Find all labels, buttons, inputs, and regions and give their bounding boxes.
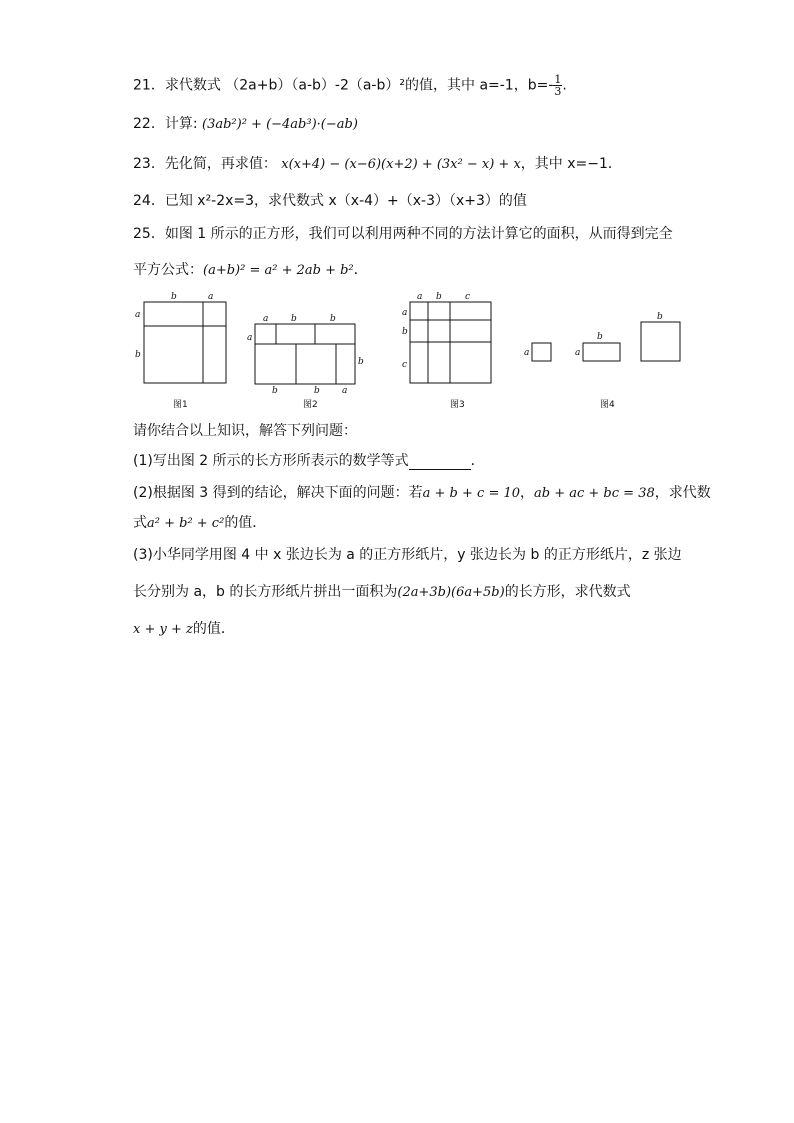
fig1-label: b — [171, 292, 177, 302]
fig3-label: b — [436, 292, 442, 302]
area-expression: (2a+3b)(6a+5b) — [397, 585, 505, 600]
fig4-rectangle — [583, 343, 620, 361]
fig1-label: a — [135, 310, 141, 320]
math-expression: (3ab²)² + (−4ab³)·(−ab) — [202, 117, 358, 132]
fraction-denominator: 3 — [554, 85, 562, 98]
condition-expression: ab + ac + bc = 38 — [534, 486, 655, 501]
question-25-part1 — [133, 452, 485, 470]
question-end: . — [562, 77, 567, 94]
question-23 — [133, 155, 622, 174]
question-number: 22． — [133, 116, 165, 132]
figure-1 — [135, 292, 226, 410]
fig4-label: a — [575, 348, 581, 358]
fig3-label: c — [465, 292, 471, 302]
part-text: (1)写出图 2 所示的长方形所表示的数学等式 — [133, 453, 409, 469]
fig1-label: a — [208, 292, 214, 302]
question-25-part3-line1 — [133, 546, 682, 564]
fig3-caption: 图3 — [450, 400, 465, 410]
fig3-label: a — [417, 292, 423, 302]
question-number: 21． — [133, 77, 165, 94]
question-tail: ，其中 x=−1． — [520, 156, 622, 172]
answer-blank — [409, 455, 471, 470]
fig3-label: b — [402, 327, 408, 337]
part-text: (3)小华同学用图 4 中 x 张边长为 a 的正方形纸片，y 张边长为 b 的正方形纸片，z 张边 — [133, 547, 682, 563]
figures-row — [0, 285, 794, 415]
part-end: ． — [470, 453, 485, 469]
part-text: 长分别为 a，b 的长方形纸片拼出一面积为 — [133, 584, 398, 600]
fig4-label: b — [657, 312, 663, 322]
target-expression: x + y + z — [133, 622, 193, 637]
line-end: ． — [353, 262, 368, 278]
fig2-label: b — [330, 314, 336, 324]
fig2-label: b — [314, 386, 320, 396]
fig4-caption: 图4 — [600, 400, 615, 410]
question-label: 计算: — [164, 116, 198, 132]
question-number: 23． — [133, 156, 165, 172]
fig4-label: a — [524, 348, 530, 358]
question-text: 如图 1 所示的正方形，我们可以利用两种不同的方法计算它的面积，从而得到完全 — [164, 226, 673, 242]
fig2-label: a — [342, 386, 348, 396]
figure-3 — [402, 292, 491, 410]
question-22 — [133, 115, 358, 134]
fig1-outer-square — [144, 302, 226, 383]
question-25-part2-line2 — [133, 514, 266, 533]
question-number: 24． — [133, 193, 165, 209]
fig1-caption: 图1 — [173, 400, 188, 410]
part-end: 的值． — [224, 515, 267, 531]
question-24 — [133, 192, 527, 210]
fig1-label: b — [135, 350, 141, 360]
question-25-line2 — [133, 261, 368, 280]
fig4-label: b — [597, 332, 603, 342]
fig4-small-square — [532, 343, 551, 361]
condition-expression: a + b + c = 10 — [422, 486, 521, 501]
prompt-text: 请你结合以上知识，解答下列问题： — [133, 423, 357, 439]
fig4-large-square — [641, 322, 680, 361]
figure-4 — [524, 312, 680, 410]
fig2-label: a — [263, 314, 269, 324]
fig2-outer-rect — [255, 324, 355, 384]
question-25-prompt — [133, 422, 357, 440]
question-25-line1 — [133, 225, 673, 243]
question-21 — [133, 74, 567, 97]
fraction-numerator: 1 — [554, 73, 562, 86]
fig2-label: b — [358, 357, 364, 367]
fig2-label: a — [247, 333, 253, 343]
question-label: 平方公式： — [133, 262, 203, 278]
target-expression: a² + b² + c² — [147, 516, 225, 531]
part-tail: 的长方形，求代数式 — [504, 584, 631, 600]
part-end: 的值． — [192, 621, 235, 637]
question-text: 求代数式 （2a+b）（a-b）-2（a-b）²的值，其中 a=-1，b=- — [164, 77, 554, 94]
math-expression: x(x+4) − (x−6)(x+2) + (3x² − x) + x — [281, 157, 521, 172]
fig3-label: a — [402, 308, 408, 318]
part-text: (2)根据图 3 得到的结论，解决下面的问题：若 — [133, 485, 423, 501]
figure-2 — [247, 314, 364, 410]
fig2-label: b — [291, 314, 297, 324]
part-text: 式 — [133, 515, 147, 531]
fig3-label: c — [402, 360, 408, 370]
question-number: 25． — [133, 226, 165, 242]
question-25-part3-line2 — [133, 583, 631, 602]
part-tail: ，求代数 — [654, 485, 711, 501]
question-text: 已知 x²-2x=3，求代数式 x（x-4）+（x-3）（x+3）的值 — [164, 193, 527, 209]
question-label: 先化简，再求值： — [164, 156, 277, 172]
formula: (a+b)² = a² + 2ab + b² — [203, 263, 354, 278]
separator: ， — [520, 485, 535, 501]
fig2-label: b — [272, 386, 278, 396]
fig2-caption: 图2 — [303, 400, 318, 410]
question-25-part2-line1 — [133, 484, 711, 503]
question-25-part3-line3 — [133, 620, 235, 639]
